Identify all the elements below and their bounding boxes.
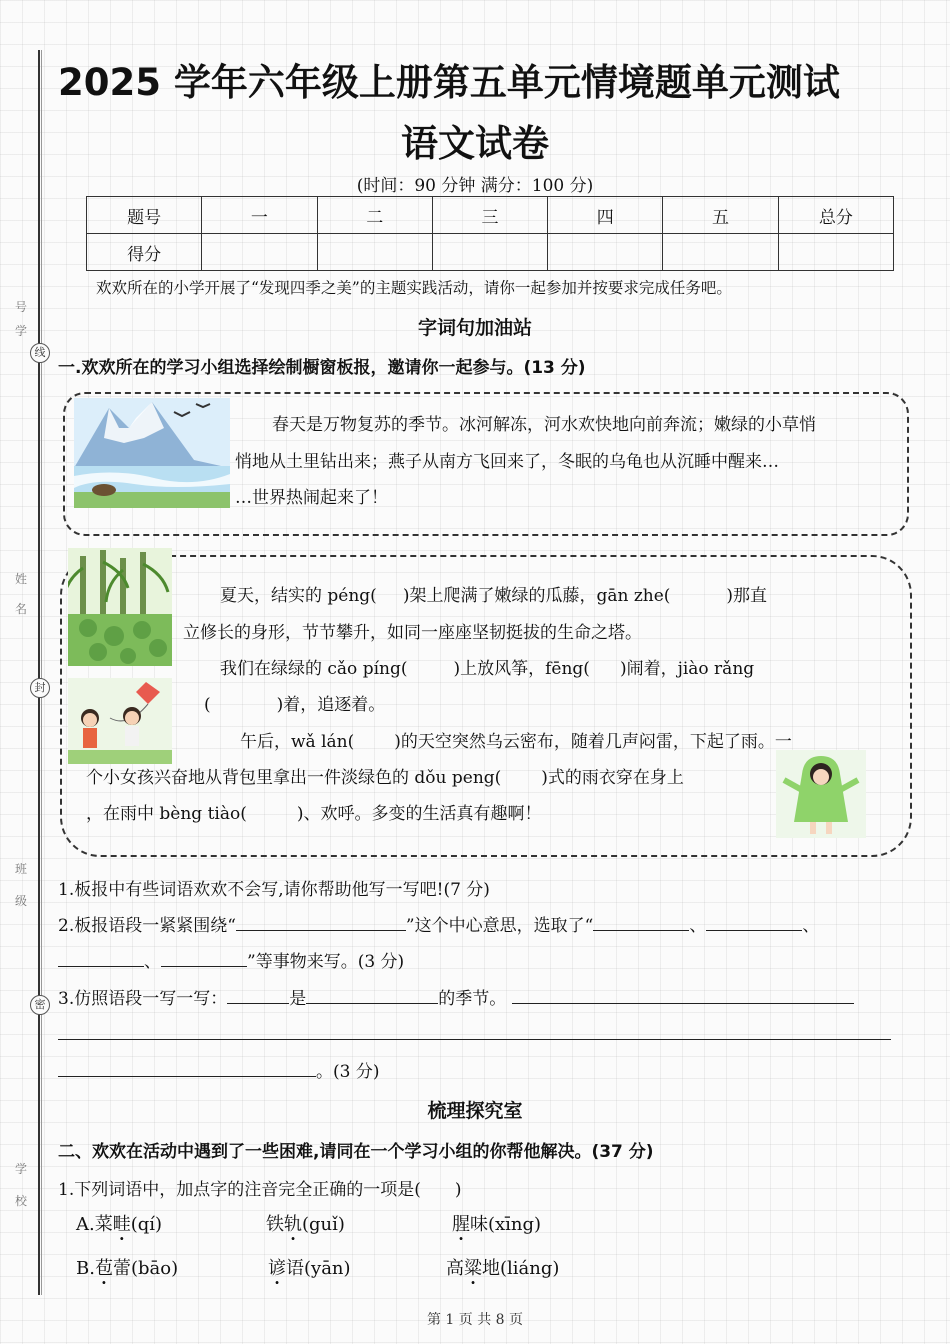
intro-text: 欢欢所在的小学开展了“发现四季之美”的主题实践活动，请你一起参加并按要求完成任务吧。 bbox=[96, 279, 732, 297]
summer-line: 夏天，结实的 péng( )架上爬满了嫩绿的瓜藤，gān zhe( )那直 bbox=[220, 586, 768, 606]
margin-label: 班 bbox=[14, 862, 27, 876]
summer-line: 我们在绿绿的 cǎo píng( )上放风筝，fēng( )闹着，jiào rǎng bbox=[220, 659, 755, 679]
seal-seal: 封 bbox=[30, 678, 50, 698]
score-header: 三 bbox=[432, 197, 547, 234]
margin-label: 名 bbox=[14, 602, 27, 616]
score-cell[interactable] bbox=[778, 234, 893, 271]
question-3: 3.仿照语段一写一写： 是 的季节。 bbox=[58, 984, 854, 1009]
score-table-row bbox=[87, 234, 894, 271]
answer-line[interactable] bbox=[58, 1039, 891, 1040]
page-title: 2025 学年六年级上册第五单元情境题单元测试 bbox=[58, 61, 840, 104]
answer-blank[interactable] bbox=[593, 912, 689, 931]
spring-line: 春天是万物复苏的季节。冰河解冻，河水欢快地向前奔流；嫩绿的小草悄 bbox=[272, 415, 816, 435]
seal-line: 线 bbox=[30, 343, 50, 363]
section-title: 字词句加油站 bbox=[417, 317, 532, 339]
score-cell[interactable] bbox=[663, 234, 778, 271]
margin-label: 号 bbox=[14, 300, 27, 314]
exam-time-info: (时间：90 分钟 满分：100 分) bbox=[356, 176, 594, 196]
question-heading: 一.欢欢所在的学习小组选择绘制橱窗板报，邀请你一起参与。(13 分) bbox=[58, 358, 586, 378]
margin-label: 级 bbox=[14, 894, 27, 908]
answer-blank[interactable] bbox=[512, 985, 854, 1004]
option-a-word2: 铁轨(guǐ) bbox=[266, 1214, 345, 1235]
raincoat-girl-illustration bbox=[776, 750, 866, 838]
margin-label: 校 bbox=[14, 1194, 27, 1208]
option-b-word3: 高粱地(liáng) bbox=[446, 1258, 560, 1279]
score-header: 五 bbox=[663, 197, 778, 234]
score-header: 四 bbox=[548, 197, 663, 234]
summer-line: 个小女孩兴奋地从背包里拿出一件淡绿色的 dǒu peng( )式的雨衣穿在身上 bbox=[86, 768, 684, 788]
margin-label: 学 bbox=[14, 1162, 27, 1176]
summer-line: ( )着，追逐着。 bbox=[204, 695, 386, 715]
score-header: 总分 bbox=[778, 197, 893, 234]
question-2-cont: 、 ”等事物来写。(3 分) bbox=[58, 947, 404, 972]
score-header: 题号 bbox=[87, 197, 202, 234]
sugarcane-illustration bbox=[68, 548, 172, 666]
pinyin-question: 1.下列词语中，加点字的注音完全正确的一项是( ) bbox=[58, 1180, 462, 1200]
spring-line: …世界热闹起来了！ bbox=[235, 488, 388, 508]
score-table bbox=[86, 196, 894, 271]
spring-illustration bbox=[74, 398, 230, 508]
margin-label: 姓 bbox=[14, 572, 27, 586]
seal-secret: 密 bbox=[30, 995, 50, 1015]
section-title: 梳理探究室 bbox=[427, 1100, 523, 1122]
option-a-word3: 腥味(xīng) bbox=[452, 1214, 542, 1235]
score-cell[interactable] bbox=[548, 234, 663, 271]
score-table-header-row bbox=[87, 197, 894, 234]
option-a[interactable]: A.菜畦(qí) bbox=[76, 1214, 163, 1235]
option-b-word2: 谚语(yān) bbox=[268, 1258, 351, 1279]
score-cell[interactable] bbox=[202, 234, 317, 271]
summer-line: 立修长的身形，节节攀升，如同一座座坚韧挺拔的生命之塔。 bbox=[183, 623, 642, 643]
margin-label: 学 bbox=[14, 324, 27, 338]
answer-blank[interactable] bbox=[161, 948, 247, 967]
option-b[interactable]: B.苞蕾(bāo) bbox=[76, 1258, 179, 1279]
score-cell[interactable] bbox=[432, 234, 547, 271]
question-1: 1.板报中有些词语欢欢不会写,请你帮助他写一写吧!(7 分) bbox=[58, 880, 490, 900]
score-cell[interactable] bbox=[317, 234, 432, 271]
question-heading: 二、欢欢在活动中遇到了一些困难,请同在一个学习小组的你帮他解决。(37 分) bbox=[58, 1142, 654, 1162]
score-row-label: 得分 bbox=[87, 234, 202, 271]
answer-blank[interactable] bbox=[58, 1058, 316, 1077]
answer-blank[interactable] bbox=[227, 985, 289, 1004]
answer-blank[interactable] bbox=[706, 912, 802, 931]
question-3-end: 。(3 分) bbox=[58, 1057, 379, 1082]
question-2: 2.板报语段一紧紧围绕“ ”这个中心意思，选取了“ 、 、 bbox=[58, 911, 819, 936]
spring-line: 悄地从土里钻出来；燕子从南方飞回来了，冬眠的乌龟也从沉睡中醒来… bbox=[235, 452, 779, 472]
summer-line: ，在雨中 bèng tiào( )、欢呼。多变的生活真有趣啊！ bbox=[86, 804, 542, 824]
answer-blank[interactable] bbox=[306, 985, 438, 1004]
page-footer: 第 1 页 共 8 页 bbox=[426, 1312, 524, 1328]
summer-line: 午后，wǎ lán( )的天空突然乌云密布，随着几声闷雷，下起了雨。一 bbox=[240, 732, 792, 752]
kite-children-illustration bbox=[68, 678, 172, 764]
page-title-line2: 语文试卷 bbox=[401, 122, 549, 165]
answer-blank[interactable] bbox=[236, 912, 406, 931]
score-header: 一 bbox=[202, 197, 317, 234]
score-header: 二 bbox=[317, 197, 432, 234]
answer-blank[interactable] bbox=[58, 948, 144, 967]
